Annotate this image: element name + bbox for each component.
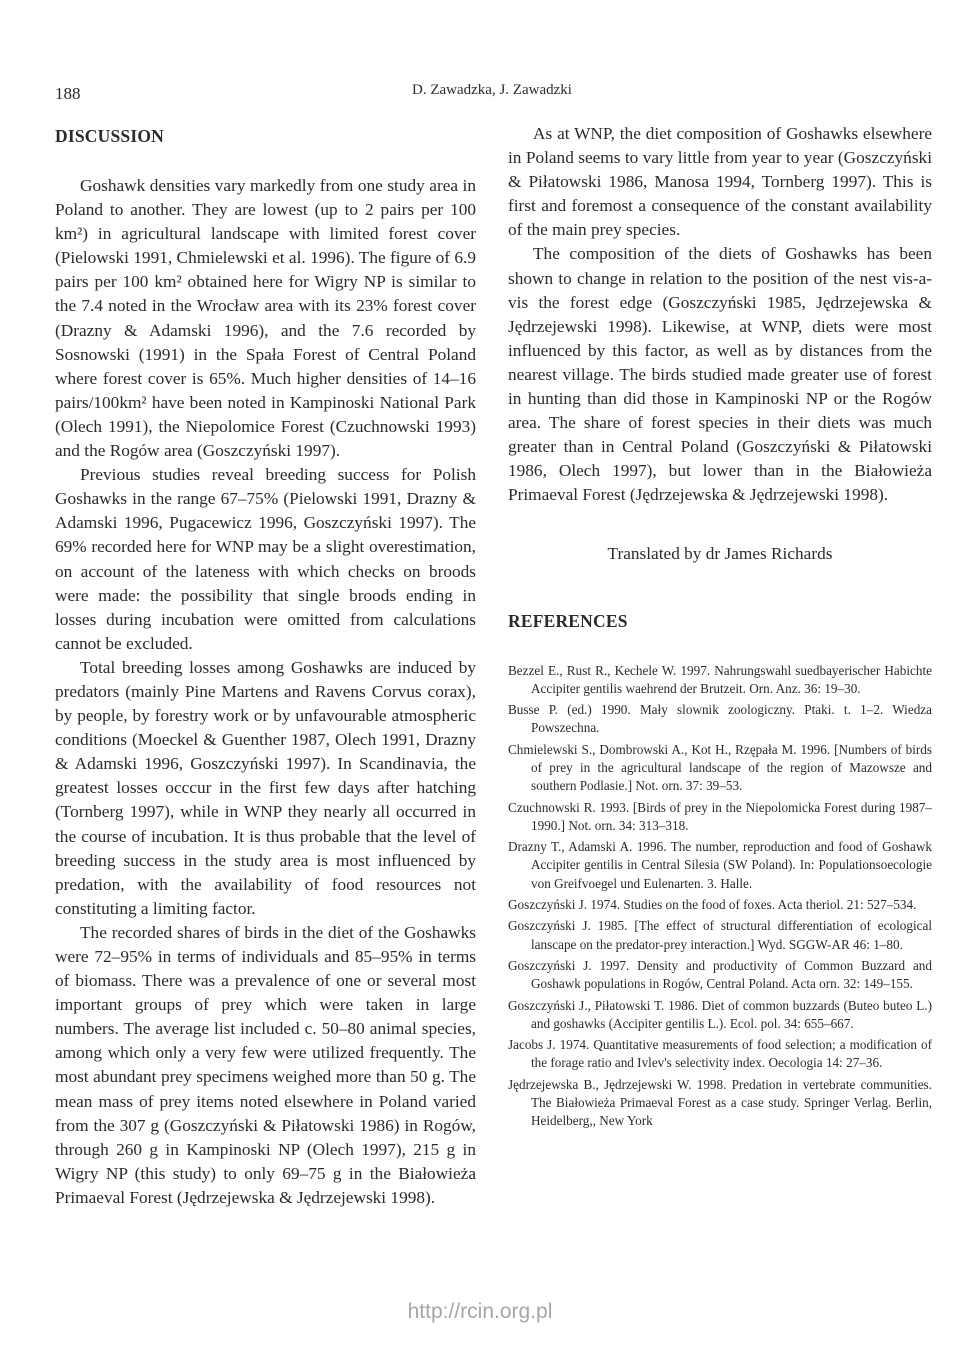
- reference-item: Goszczyński J. 1974. Studies on the food of foxes. Acta theriol. 21: 527–534.: [508, 897, 917, 913]
- discussion-paragraph-3: Total breeding losses among Goshawks are induced by predators (mainly Pine Martens and Ravens Corvus corax), by people, by forestry work or by unfavourable atmospheric conditions (Moeckel & Guenther 1987, Olech 1991, Drazny & Adamski 1996, Goszczyński 1997). In Scandinavia, the greatest losses occcur in the first few days after hatching (Tornberg 1997), while in WNP they nearly all occurred in the course of incubation. It is thus probable that the level of breeding success in the study area is most influenced by predation, with the availability of food resources not constituting a limiting factor.: [55, 657, 476, 918]
- reference-item: Bezzel E., Rust R., Kechele W. 1997. Nahrungswahl suedbayerischer Habichte Accipiter gentilis waehrend der Brutzeit. Orn. Anz. 36: 19–30.: [508, 662, 932, 696]
- discussion-paragraph-6: The composition of the diets of Goshawks has been shown to change in relation to the position of the nest vis-a-vis the forest edge (Goszczyński 1985, Jędrzejewska & Jędrzejewski 1998). Likewise, at WNP, diets were most influenced by this factor, as well as by distances from the nearest village. The birds studied made greater use of forest in hunting than did those in Kampinoski NP or the Rogów area. The share of forest species in their diets was much greater than in Central Poland (Goszczyński & Piłatowski 1986, Olech 1997), but lower than in the Białowieża Primaeval Forest (Jędrzejewska & Jędrzejewski 1998).: [508, 244, 932, 505]
- discussion-paragraph-2: Previous studies reveal breeding success for Polish Goshawks in the range 67–75% (Pielowski 1991, Drazny & Adamski 1996, Pugacewicz 1996, Goszczyński 1997). The 69% recorded here for WNP may be a slight overestimation, on account of the lateness with which checks on broods were made: the possibility that single broods ending in losses during incubation were omitted from calculations cannot be excluded.: [55, 465, 476, 653]
- reference-item: Goszczyński J. 1985. [The effect of structural differentiation of ecological lanscape on the predator-prey interaction.] Wyd. SGGW-AR 46: 1–80.: [508, 918, 932, 952]
- reference-item: Goszczyński J., Piłatowski T. 1986. Diet of common buzzards (Buteo buteo L.) and goshawks (Accipiter gentilis L.). Ecol. pol. 34: 655–667.: [508, 997, 932, 1031]
- reference-list: [508, 662, 932, 1131]
- reference-item: Chmielewski S., Dombrowski A., Kot H., Rzępała M. 1996. [Numbers of birds of prey in the agricultural landscape of the region of Mazowsze and southern Podlasie.] Not. orn. 37: 39–53.: [508, 741, 932, 794]
- left-column: [55, 122, 476, 1210]
- page-number: 188: [55, 84, 81, 103]
- reference-item: Jacobs J. 1974. Quantitative measurements of food selection; a modification of the forage ratio and Ivlev's selectivity index. Oecologia 14: 27–36.: [508, 1037, 932, 1071]
- discussion-paragraph-4: The recorded shares of birds in the diet of the Goshawks were 72–95% in terms of individuals and 85–95% in terms of biomass. There was a prevalence of one or several most important groups of prey which were taken in large numbers. The average list included c. 50–80 animal species, among which only a very few were utilized frequently. The most abundant prey specimens weighed more than 50 g. The mean mass of prey items noted elsewhere in Poland varied from the 307 g (Goszczyński & Piłatowski 1986) in Rogów, through 260 g in Kampinoski NP (Olech 1997), 215 g in Wigry NP (this study) to only 69–75 g in the Białowieża Primaeval Forest (Jędrzejewska & Jędrzejewski 1998).: [55, 922, 476, 1207]
- reference-item: Drazny T., Adamski A. 1996. The number, reproduction and food of Goshawk Accipiter gentilis in Central Silesia (SW Poland). In: Populationsoecologie von Greifvoegel und Eulenarten. 3. Halle.: [508, 839, 932, 891]
- discussion-heading: DISCUSSION: [55, 126, 164, 146]
- translator-credit: Translated by dr James Richards: [607, 543, 833, 563]
- running-head: D. Zawadzka, J. Zawadzki: [412, 82, 572, 98]
- reference-item: Goszczyński J. 1997. Density and productivity of Common Buzzard and Goshawk populations in Rogów, Central Poland. Acta orn. 32: 149–155.: [508, 957, 932, 992]
- discussion-paragraph-5: As at WNP, the diet composition of Goshawks elsewhere in Poland seems to vary little from year to year (Goszczyński & Piłatowski 1986, Manosa 1994, Tornberg 1997). This is first and foremost a consequence of the constant availability of the main prey species.: [508, 124, 932, 240]
- right-column: [508, 122, 932, 1134]
- reference-item: Busse P. (ed.) 1990. Mały slownik zoologiczny. Ptaki. t. 1–2. Wiedza Powszechna.: [508, 702, 932, 736]
- reference-item: Czuchnowski R. 1993. [Birds of prey in the Niepolomicka Forest during 1987–1990.] Not. orn. 34: 313–318.: [508, 799, 932, 833]
- discussion-paragraph-1: Goshawk densities vary markedly from one study area in Poland to another. They are lowest (up to 2 pairs per 100 km²) in agricultural landscape with limited forest cover (Pielowski 1991, Chmielewski et al. 1996). The figure of 6.9 pairs per 100 km² obtained here for Wigry NP is similar to the 7.4 noted in the Wrocław area with its 23% forest cover (Drazny & Adamski 1996), and the 7.6 recorded by Sosnowski (1991) in the Spała Forest of Central Poland where forest cover is 65%. Much higher densities of 14–16 pairs/100km² have been noted in Kampinoski National Park (Olech 1991), the Niepolomice Forest (Czuchnowski 1993) and the Rogów area (Goszczyński 1997).: [55, 176, 476, 461]
- footer-url: http://rcin.org.pl: [407, 1300, 553, 1323]
- references-heading: REFERENCES: [508, 610, 628, 631]
- reference-item: Jędrzejewska B., Jędrzejewski W. 1998. Predation in vertebrate communities. The Białowieża Primaeval Forest as a case study. Springer Verlag. Berlin, Heidelberg,, New York: [508, 1076, 932, 1129]
